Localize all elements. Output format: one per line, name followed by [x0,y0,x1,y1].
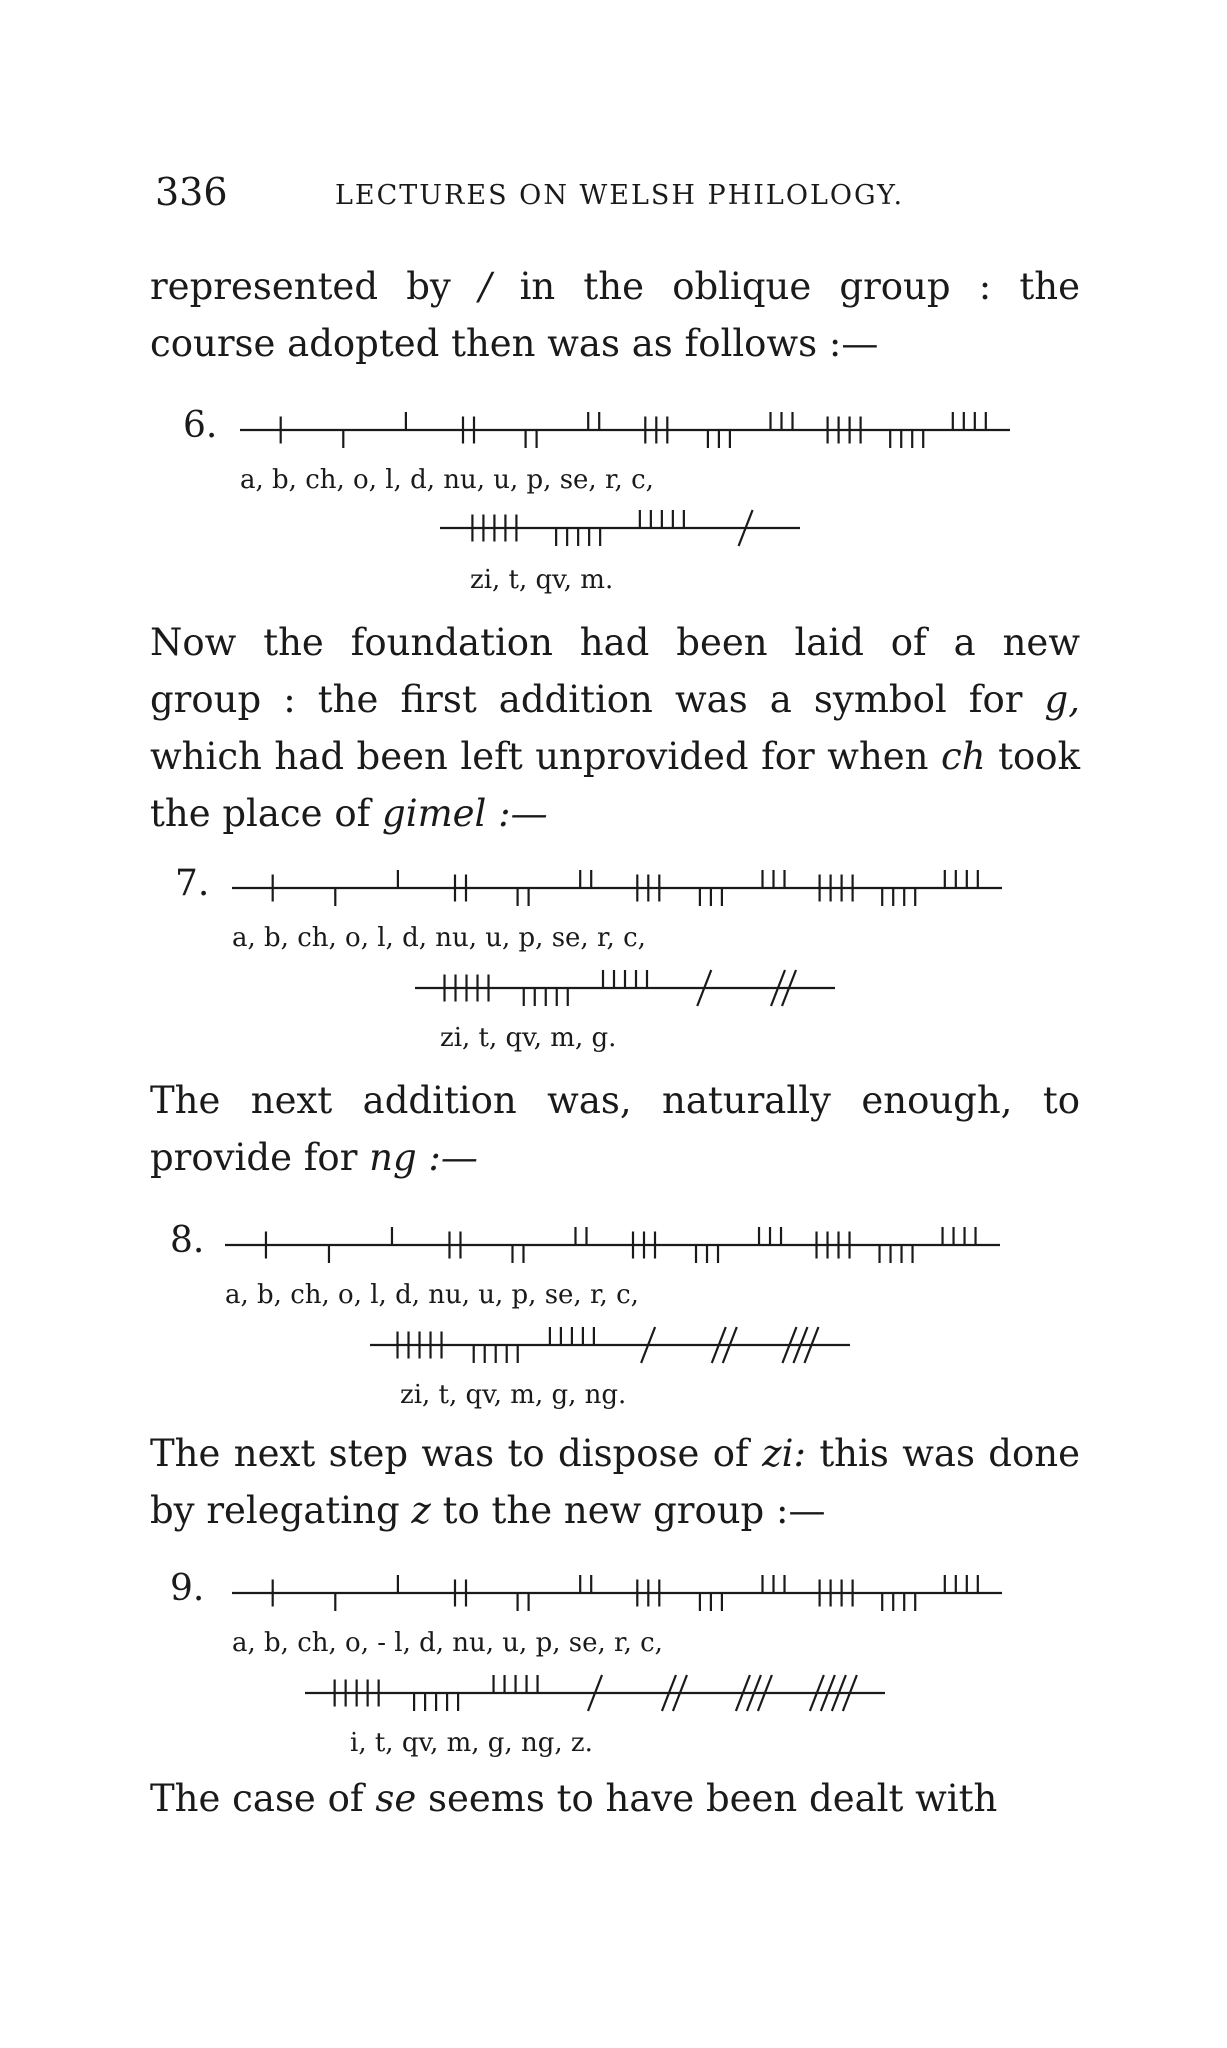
letter-labels-row-1: a, b, ch, o, l, d, nu, u, p, se, r, c, [240,465,654,495]
letter-labels-row-2: i, t, qv, m, g, ng, z. [350,1728,593,1758]
letter-labels-row-1: a, b, ch, o, l, d, nu, u, p, se, r, c, [225,1280,639,1310]
ogham-row-2 [370,1320,850,1370]
ogham-row-2 [415,963,835,1013]
paragraph-4: The next step was to dispose of zi: this was done by relegating z to the new group :— [150,1432,1080,1532]
diagram-number: 8. [170,1220,205,1261]
paragraph-3: The next addition was, naturally enough, to provide for ng :— [150,1079,1080,1179]
diagram-number: 9. [170,1568,205,1609]
paragraph-1: represented by / in the oblique group : the course adopted then was as follows :— [150,265,1080,365]
ogham-glyph: / [478,265,492,308]
running-title: LECTURES ON WELSH PHILOLOGY. [335,180,905,211]
diagram-number: 6. [183,405,218,446]
ogham-row-1 [240,405,1010,455]
running-header [155,170,1085,220]
letter-labels-row-2: zi, t, qv, m, g. [440,1023,617,1053]
ogham-row-1 [232,1568,1002,1618]
page-number: 336 [155,170,228,214]
ogham-row-2 [440,503,800,553]
paragraph-2: Now the foundation had been laid of a new group : the first addition was a symbol for g, which had been left unprovided for when ch took the place of gimel :— [150,621,1080,835]
ogham-row-1 [232,863,1002,913]
letter-labels-row-1: a, b, ch, o, - l, d, nu, u, p, se, r, c, [232,1628,663,1658]
letter-labels-row-2: zi, t, qv, m. [470,565,614,595]
letter-labels-row-1: a, b, ch, o, l, d, nu, u, p, se, r, c, [232,923,646,953]
ogham-row-1 [225,1220,1000,1270]
paragraph-5: The case of se seems to have been dealt with [150,1777,998,1820]
ogham-row-2 [305,1668,885,1718]
letter-labels-row-2: zi, t, qv, m, g, ng. [400,1380,627,1410]
diagram-number: 7. [175,863,210,904]
